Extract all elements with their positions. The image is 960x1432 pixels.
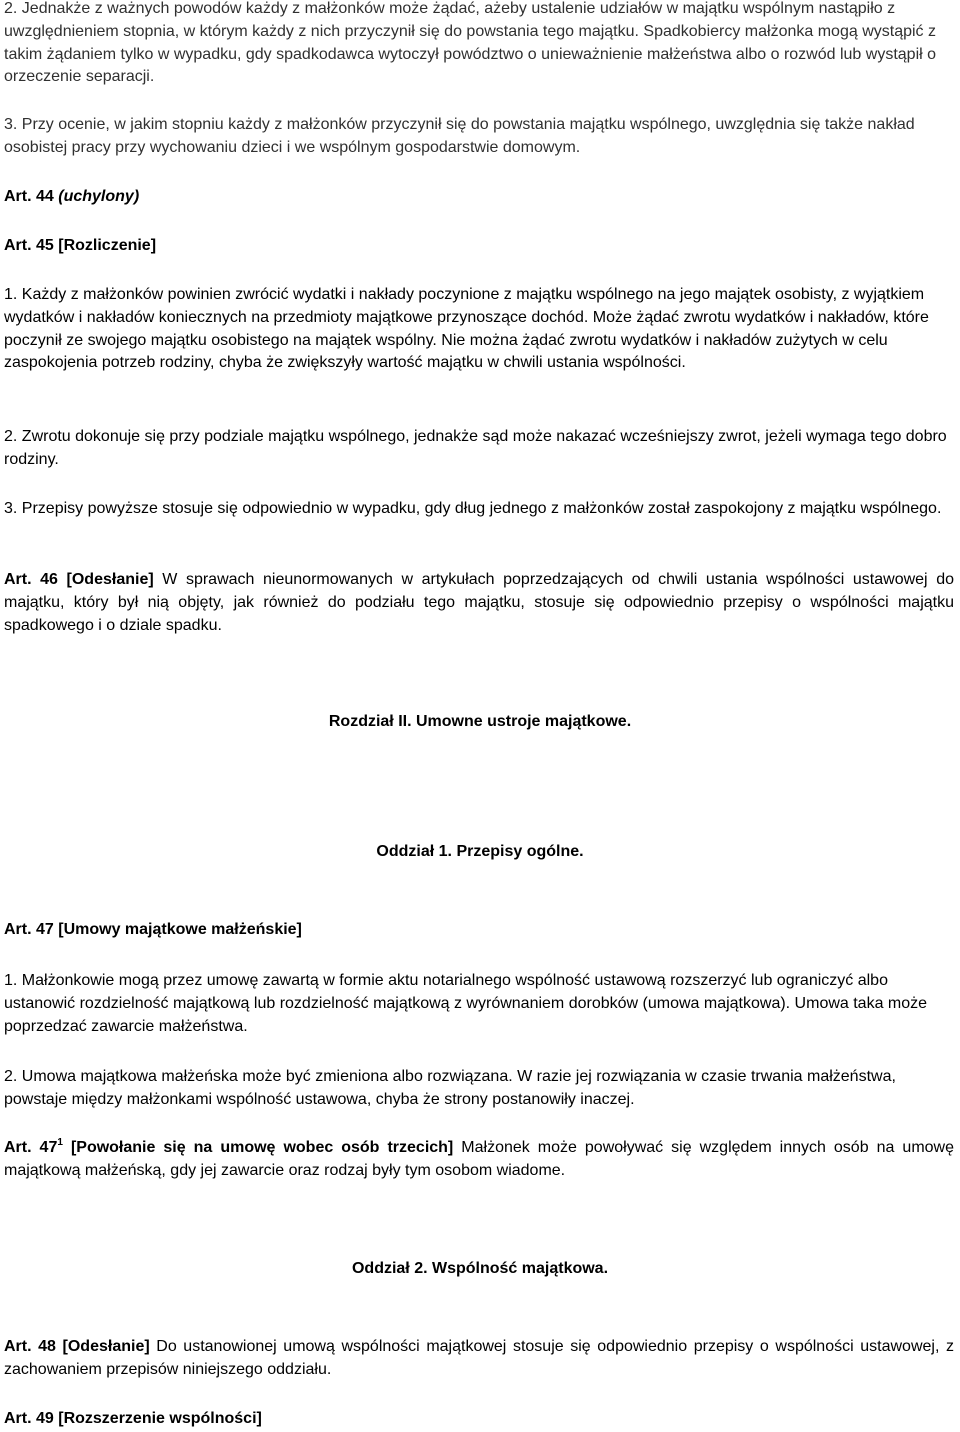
art44-title: (uchylony) [58, 188, 140, 205]
art43-paragraph-3: 3. Przy ocenie, w jakim stopniu każdy z małżonków przyczynił się do powstania majątku wspólnego, uwzględnia się także nakład osobistej pracy przy wychowaniu dzieci i we wspólnym gospodarstwie domowym. [4, 116, 915, 156]
art45-heading: Art. 45 [Rozliczenie] [4, 237, 157, 254]
art47-heading: Art. 47 [Umowy majątkowe małżeńskie] [4, 921, 302, 938]
art47-1-text: Małżonek może powoływać się względem innych osób na umowę majątkową małżeńską, gdy jej zawarcie oraz rodzaj były tym osobom wiadome. [4, 1139, 954, 1179]
art43-paragraph-2: 2. Jednakże z ważnych powodów każdy z małżonków może żądać, ażeby ustalenie udziałów w majątku wspólnym nastąpiło z uwzględnieniem stopnia, w którym każdy z nich przyczynił się do powstania tego majątku. Spadkobiercy małżonka mogą wystąpić z takim żądaniem tylko w wypadku, gdy spadkodawca wytoczył powództwo o unieważnienie małżeństwa albo o rozwód lub wystąpił o orzeczenie separacji. [4, 0, 937, 86]
art48-heading: Art. 48 [Odesłanie] [4, 1338, 150, 1355]
art49-heading: Art. 49 [Rozszerzenie wspólności] [4, 1410, 262, 1427]
section-2-title: Oddział 2. Wspólność majątkowa. [351, 1260, 609, 1277]
art47-1-paragraph [4, 1137, 954, 1183]
art44-heading [4, 186, 954, 209]
art46-paragraph [4, 569, 954, 637]
art45-paragraph-3: 3. Przepisy powyższe stosuje się odpowiednio w wypadku, gdy dług jednego z małżonków został zaspokojony z majątku wspólnego. [4, 500, 942, 517]
art46-heading: Art. 46 [Odesłanie] [4, 571, 154, 588]
art47-1-superscript: 1 [57, 1137, 63, 1148]
art45-paragraph-2: 2. Zwrotu dokonuje się przy podziale majątku wspólnego, jednakże sąd może nakazać wcześniejszy zwrot, jeżeli wymaga tego dobro rodziny. [4, 428, 947, 468]
section-1-title: Oddział 1. Przepisy ogólne. [376, 843, 584, 860]
art46-text: W sprawach nieunormowanych w artykułach poprzedzających od chwili ustania wspólności ustawowej do majątku, który był nią objęty, jak również do podziału tego majątku, stosuje się odpowiednio przepisy o wspólności majątku spadkowego i o dziale spadku. [4, 571, 955, 634]
art47-paragraph-1: 1. Małżonkowie mogą przez umowę zawartą w formie aktu notarialnego wspólność ustawową rozszerzyć lub ograniczyć albo ustanowić rozdzielność majątkową lub rozdzielność majątkową z wyrównaniem dorobków (umowa majątkowa). Umowa taka może poprzedzać zawarcie małżeństwa. [4, 972, 928, 1035]
art44-number: Art. 44 [4, 188, 54, 205]
art47-1-number: Art. 47 [4, 1139, 58, 1156]
art45-paragraph-1: 1. Każdy z małżonków powinien zwrócić wydatki i nakłady poczynione z majątku wspólnego na jego majątek osobisty, z wyjątkiem wydatków i nakładów koniecznych na przedmioty majątkowe przynoszące dochód. Może żądać zwrotu wydatków i nakładów, które poczynił ze swojego majątku osobistego na majątek wspólny. Nie można żądać zwrotu wydatków i nakładów zużytych w celu zaspokojenia potrzeb rodziny, chyba że zwiększyły wartość majątku w chwili ustania wspólności. [4, 286, 929, 372]
chapter-2-title: Rozdział II. Umowne ustroje majątkowe. [328, 713, 632, 730]
art48-paragraph [4, 1336, 954, 1382]
art48-text: Do ustanowionej umową wspólności majątkowej stosuje się odpowiednio przepisy o wspólności ustawowej, z zachowaniem przepisów niniejszego oddziału. [4, 1338, 954, 1378]
art47-1-title: [Powołanie się na umowę wobec osób trzecich] [70, 1139, 454, 1156]
art47-paragraph-2: 2. Umowa majątkowa małżeńska może być zmieniona albo rozwiązana. W razie jej rozwiązania w czasie trwania małżeństwa, powstaje między małżonkami wspólność ustawowa, chyba że strony postanowiły inaczej. [4, 1068, 896, 1108]
